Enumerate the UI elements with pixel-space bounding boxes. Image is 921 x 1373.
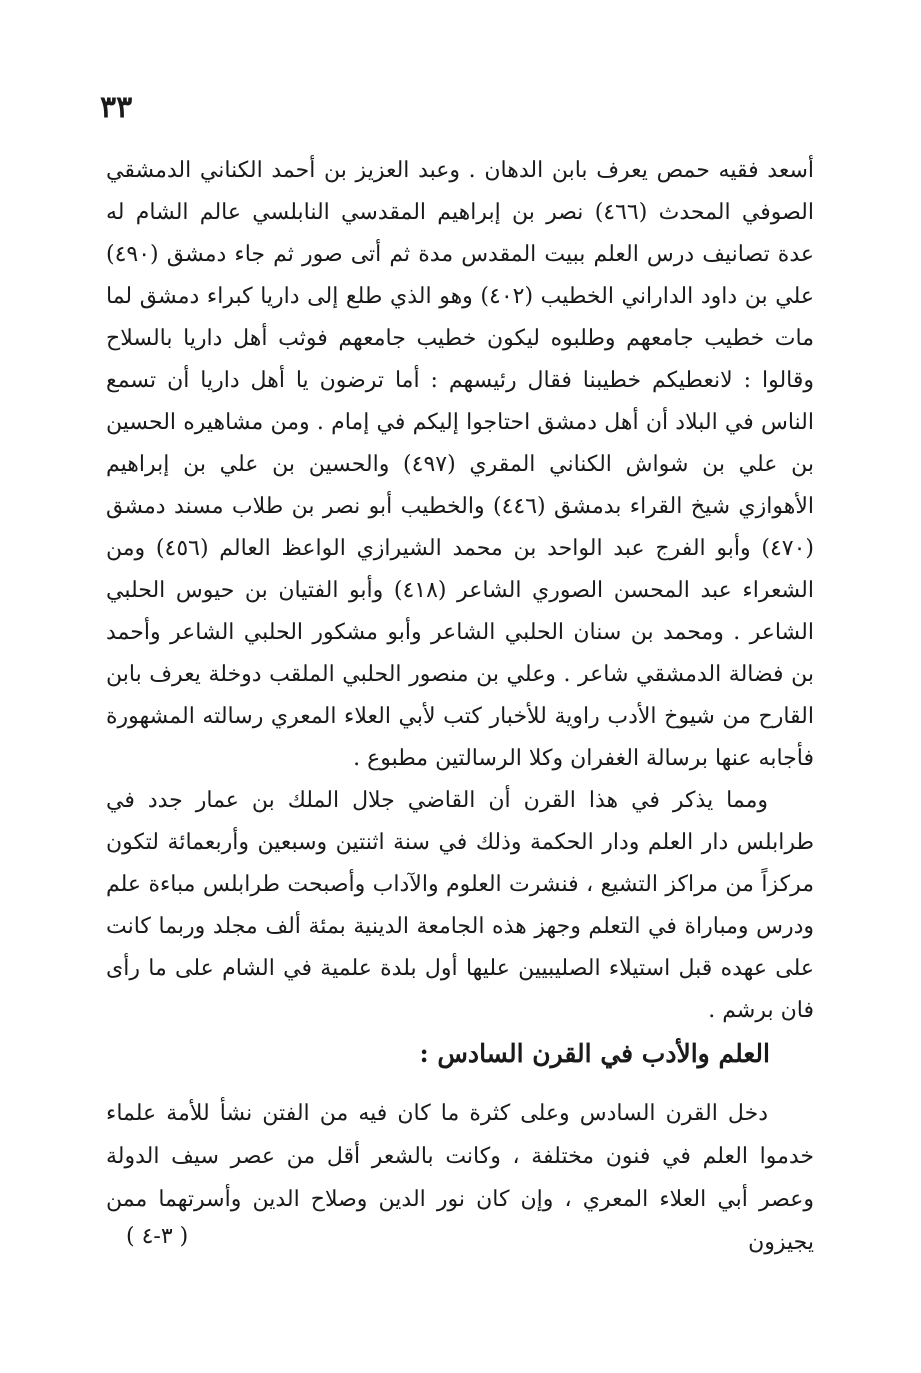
signature-mark: ( ٣-٤ ) <box>126 1224 189 1249</box>
body-text <box>106 150 814 1032</box>
paragraph: أسعد فقيه حمص يعرف بابن الدهان . وعبد العزيز بن أحمد الكناني الدمشقي الصوفي المحدث (٤٦٦) نصر بن إبراهيم المقدسي النابلسي عالم الشام له عدة تصانيف درس العلم ببيت المقدس مدة ثم أتى صور ثم جاء دمشق (٤٩٠) علي بن داود الداراني الخطيب (٤٠٢) وهو الذي طلع إلى داريا كبراء دمشق لما مات خطيب جامعهم وطلبوه ليكون خطيب جامعهم فوثب أهل داريا بالسلاح وقالوا : لانعطيكم خطيبنا فقال رئيسهم : أما ترضون يا أهل داريا أن تسمع الناس في البلاد أن أهل دمشق احتاجوا إليكم في إمام . ومن مشاهيره الحسين بن علي بن شواش الكناني المقري (٤٩٧) والحسين بن علي بن إبراهيم الأهوازي شيخ القراء بدمشق (٤٤٦) والخطيب أبو نصر بن طلاب مسند دمشق (٤٧٠) وأبو الفرج عبد الواحد بن محمد الشيرازي الواعظ العالم (٤٥٦) ومن الشعراء عبد المحسن الصوري الشاعر (٤١٨) وأبو الفتيان بن حيوس الحلبي الشاعر . ومحمد بن سنان الحلبي الشاعر وأبو مشكور الحلبي الشاعر وأحمد بن فضالة الدمشقي شاعر . وعلي بن منصور الحلبي الملقب دوخلة يعرف بابن القارح من شيوخ الأدب راوية للأخبار كتب لأبي العلاء المعري رسالته المشهورة فأجابه عنها برسالة الغفران وكلا الرسالتين مطبوع . <box>106 158 815 771</box>
section-body-text <box>106 1092 814 1264</box>
paragraph: ومما يذكر في هذا القرن أن القاضي جلال الملك بن عمار جدد في طرابلس دار العلم ودار الحكمة وذلك في سنة اثنتين وسبعين وأربعمائة لتكون مركزاً من مراكز التشيع ، فنشرت العلوم والآداب وأصبحت طرابلس مباءة علم ودرس ومباراة في التعلم وجهز هذه الجامعة الدينية بمئة ألف مجلد وربما كانت على عهده قبل استيلاء الصليبيين عليها أول بلدة علمية في الشام على ما رأى فان برشم . <box>106 788 814 1023</box>
paragraph: دخل القرن السادس وعلى كثرة ما كان فيه من الفتن نشأ للأمة علماء خدموا العلم في فنون مختلفة ، وكانت بالشعر أقل من عصر سيف الدولة وعصر أبي العلاء المعري ، وإن كان نور الدين وصلاح الدين وأسرتهما ممن يجيزون <box>106 1101 814 1255</box>
page-number: ٣٣ <box>100 90 133 125</box>
section-heading: العلم والأدب في القرن السادس : <box>419 1039 770 1068</box>
